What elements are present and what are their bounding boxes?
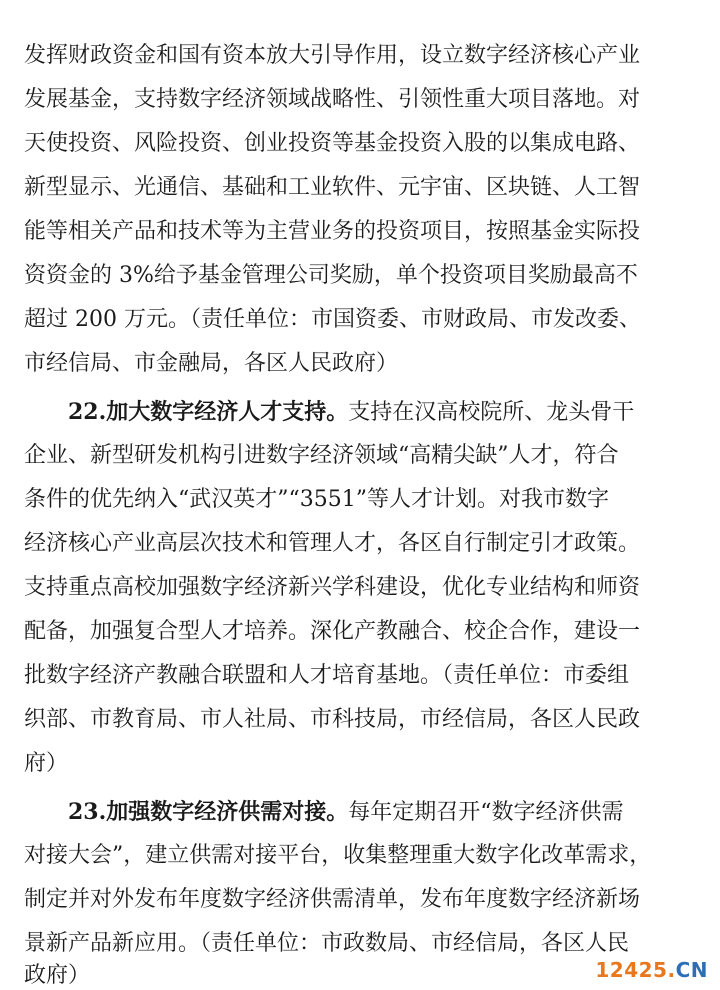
watermark-suffix: CN	[675, 958, 708, 982]
text-line: 企业、新型研发机构引进数字经济领域“高精尖缺”人才，符合	[24, 443, 619, 468]
text-line: 新型显示、光通信、基础和工业软件、元宇宙、区块链、人工智	[24, 175, 641, 200]
text-line: 资资金的 3%给予基金管理公司奖励，单个投资项目奖励最高不	[24, 263, 638, 288]
item-23-heading: 23.加强数字经济供需对接。	[68, 799, 349, 825]
item-22-first-line	[68, 392, 696, 432]
text-line: 支持重点高校加强数字经济新兴学科建设，优化专业结构和师资	[24, 575, 641, 600]
text-line: 景新产品新应用。（责任单位：市政数局、市经信局，各区人民	[24, 931, 630, 956]
text-line: 发挥财政资金和国有资本放大引导作用，设立数字经济核心产业	[24, 43, 641, 68]
text-line: 织部、市教育局、市人社局、市科技局，市经信局，各区人民政	[24, 707, 641, 732]
item-22-first-line-text: 支持在汉高校院所、龙头骨干	[348, 400, 635, 425]
text-line: 经济核心产业高层次技术和管理人才，各区自行制定引才政策。	[24, 531, 641, 556]
item-22-heading: 22.加大数字经济人才支持。	[68, 399, 349, 425]
watermark-number: 12425	[595, 958, 668, 982]
text-line: 能等相关产品和技术等为主营业务的投资项目，按照基金实际投	[24, 219, 641, 244]
text-line: 发展基金，支持数字经济领域战略性、引领性重大项目落地。对	[24, 87, 641, 112]
text-line: 天使投资、风险投资、创业投资等基金投资入股的以集成电路、	[24, 131, 641, 156]
item-23-first-line	[68, 792, 696, 832]
text-line: 超过 200 万元。（责任单位：市国资委、市财政局、市发改委、	[24, 307, 641, 332]
text-line: 批数字经济产教融合联盟和人才培育基地。（责任单位：市委组	[24, 663, 630, 688]
text-line: 配备，加强复合型人才培养。深化产教融合、校企合作，建设一	[24, 619, 641, 644]
item-23-first-line-text: 每年定期召开“数字经济供需	[348, 800, 624, 825]
text-line: 政府）	[24, 963, 91, 988]
text-line: 府）	[24, 751, 69, 776]
site-watermark	[595, 958, 708, 982]
text-line: 制定并对外发布年度数字经济供需清单，发布年度数字经济新场	[24, 887, 641, 912]
watermark-dot: .	[667, 958, 676, 982]
text-line: 对接大会”，建立供需对接平台，收集整理重大数字化改革需求，	[24, 843, 652, 868]
text-line: 市经信局、市金融局，各区人民政府）	[24, 351, 399, 376]
text-line: 条件的优先纳入“武汉英才”“3551”等人才计划。对我市数字	[24, 487, 609, 512]
